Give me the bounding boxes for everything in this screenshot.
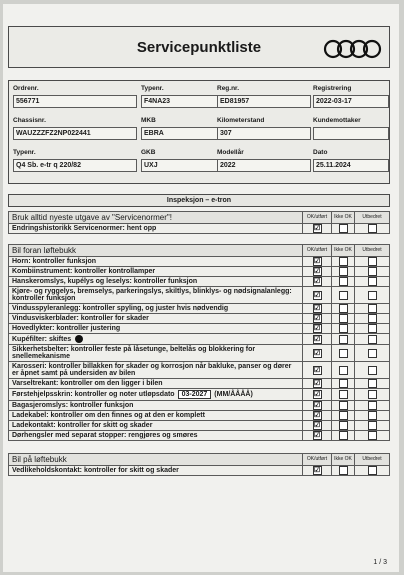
ok-checkbox[interactable]: ☑ [313, 305, 321, 312]
vehicle-field-label: Ordrenr. [13, 85, 39, 92]
checklist-row [9, 345, 390, 362]
checklist-row [9, 324, 390, 334]
fixed-checkbox[interactable] [368, 257, 377, 266]
fixed-checkbox[interactable] [368, 390, 377, 399]
expiry-date-field[interactable]: 03-2027 [178, 390, 212, 399]
ok-checkbox[interactable]: ☑ [313, 402, 321, 409]
not-ok-checkbox[interactable] [339, 277, 348, 286]
ok-checkbox[interactable]: ☑ [313, 391, 321, 398]
section-2-table [8, 244, 390, 441]
section-1-table [8, 211, 390, 234]
checklist-item-text: Førstehjelpsskrin: kontroller og noter utløpsdato [12, 391, 175, 398]
vehicle-field-label: Registrering [313, 85, 352, 92]
not-ok-checkbox[interactable] [339, 411, 348, 420]
marker-dot-icon [75, 335, 83, 343]
vehicle-info-box [8, 80, 390, 184]
ok-checkbox[interactable]: ☑ [313, 349, 321, 357]
checklist-row [9, 224, 390, 234]
col-ok: OK/utført [306, 214, 328, 220]
checklist-item-text: Ladekabel: kontroller om den finnes og at den er komplett [12, 412, 205, 419]
checklist-row [9, 267, 390, 277]
fixed-checkbox[interactable] [368, 277, 377, 286]
checklist-row [9, 304, 390, 314]
not-ok-checkbox[interactable] [339, 431, 348, 440]
vehicle-field-value: 2022-03-17 [313, 95, 389, 108]
not-ok-checkbox[interactable] [339, 304, 348, 313]
not-ok-checkbox[interactable] [339, 267, 348, 276]
col-fixed: Utbedret [362, 456, 382, 462]
vehicle-field-label: MKB [141, 117, 156, 124]
header-box [8, 26, 390, 68]
checklist-row [9, 277, 390, 287]
ok-checkbox[interactable]: ☑ [313, 291, 321, 299]
checklist-row [9, 421, 390, 431]
checklist-item-text: Kupéfilter: skiftes [12, 335, 72, 343]
checklist-item-text: Vedlikeholdskontakt: kontroller for skitt og skader [12, 467, 179, 474]
fixed-checkbox[interactable] [368, 314, 377, 323]
vehicle-field-label: Kilometerstand [217, 117, 265, 124]
col-not-ok: Ikke OK [334, 247, 352, 253]
ok-checkbox[interactable]: ☑ [313, 380, 321, 387]
vehicle-field-value: WAUZZZFZ2NP022441 [13, 127, 137, 140]
not-ok-checkbox[interactable] [339, 335, 348, 344]
fixed-checkbox[interactable] [368, 224, 377, 233]
ok-checkbox[interactable]: ☑ [313, 315, 321, 322]
not-ok-checkbox[interactable] [339, 366, 348, 375]
section-1-title: Bruk alltid nyeste utgave av "Servicenormer"! [9, 212, 303, 224]
fixed-checkbox[interactable] [368, 335, 377, 344]
checklist-item-text: Kombiinstrument: kontroller kontrollamper [12, 268, 156, 275]
checklist-row [9, 257, 390, 267]
fixed-checkbox[interactable] [368, 349, 377, 358]
vehicle-field-label: Chassisnr. [13, 117, 46, 124]
vehicle-field-value: Q4 Sb. e-tr q 220/82 [13, 159, 137, 172]
checklist-row [9, 287, 390, 304]
vehicle-field-value [313, 127, 389, 140]
vehicle-field-label: Modellår [217, 149, 244, 156]
fixed-checkbox[interactable] [368, 401, 377, 410]
fixed-checkbox[interactable] [368, 411, 377, 420]
vehicle-field-label: Typenr. [13, 149, 36, 156]
checklist-item-text: Kjøre- og ryggelys, bremselys, parkeringslys, skiltlys, blinklys- og nødsignalanlegg: kontroller funksjon [12, 288, 292, 302]
checklist-item-text: Vindusviskerblader: kontroller for skader [12, 315, 149, 322]
not-ok-checkbox[interactable] [339, 379, 348, 388]
vehicle-field-value: 556771 [13, 95, 137, 108]
checklist-row [9, 431, 390, 441]
checklist-row [9, 334, 390, 345]
ok-checkbox[interactable]: ☑ [313, 268, 321, 275]
ok-checkbox[interactable]: ☑ [313, 278, 321, 285]
section-3-title: Bil på løftebukk [9, 454, 303, 466]
vehicle-field-label: Typenr. [141, 85, 164, 92]
fixed-checkbox[interactable] [368, 324, 377, 333]
fixed-checkbox[interactable] [368, 291, 377, 300]
not-ok-checkbox[interactable] [339, 314, 348, 323]
inspection-title: Inspeksjon – e-tron [8, 194, 390, 207]
vehicle-field-value: ED81957 [217, 95, 311, 108]
not-ok-checkbox[interactable] [339, 324, 348, 333]
section-2-title: Bil foran løftebukk [9, 245, 303, 257]
col-not-ok: Ikke OK [334, 214, 352, 220]
fixed-checkbox[interactable] [368, 304, 377, 313]
checklist-item-text: Bagasjeromslys: kontroller funksjon [12, 402, 134, 409]
vehicle-field-value: F4NA23 [141, 95, 257, 108]
col-fixed: Utbedret [362, 247, 382, 253]
checklist-item-text: Hovedlykter: kontroller justering [12, 325, 121, 332]
ok-checkbox[interactable]: ☑ [313, 325, 321, 332]
ok-checkbox[interactable]: ☑ [313, 412, 321, 419]
ok-checkbox[interactable]: ☑ [313, 258, 321, 265]
checklist-item-text: Vindusspyleranlegg: kontroller spyling, og juster hvis nødvendig [12, 305, 229, 312]
fixed-checkbox[interactable] [368, 379, 377, 388]
fixed-checkbox[interactable] [368, 366, 377, 375]
checklist-row [9, 411, 390, 421]
checklist-item-text: Hanskeromslys, kupélys og leselys: kontroller funksjon [12, 278, 198, 285]
not-ok-checkbox[interactable] [339, 291, 348, 300]
checklist-item-text: Horn: kontroller funksjon [12, 258, 96, 265]
checklist-row [9, 466, 390, 476]
ok-checkbox[interactable]: ☑ [313, 335, 321, 343]
not-ok-checkbox[interactable] [339, 390, 348, 399]
ok-checkbox[interactable]: ☑ [313, 422, 321, 429]
checklist-item-text: Varseltrekant: kontroller om den ligger i bilen [12, 380, 163, 387]
not-ok-checkbox[interactable] [339, 349, 348, 358]
fixed-checkbox[interactable] [368, 466, 377, 475]
ok-checkbox[interactable]: ☑ [313, 467, 321, 474]
not-ok-checkbox[interactable] [339, 401, 348, 410]
col-ok: OK/utført [306, 247, 328, 253]
checklist-row [9, 314, 390, 324]
not-ok-checkbox[interactable] [339, 224, 348, 233]
checklist-item-text: Endringshistorikk Servicenormer: hent opp [12, 225, 157, 232]
vehicle-field-label: Kundemottaker [313, 117, 361, 124]
checklist-item-text: Karosseri: kontroller billakken for skader og korrosjon når bakluke, panser og dører er åpnet samt på undersiden av bilen [12, 363, 292, 377]
vehicle-field-label: GKB [141, 149, 156, 156]
vehicle-field-value: UXJ [141, 159, 257, 172]
ok-checkbox[interactable]: ☑ [313, 432, 321, 439]
fixed-checkbox[interactable] [368, 421, 377, 430]
document-page [3, 4, 399, 572]
checklist-row [9, 401, 390, 411]
fixed-checkbox[interactable] [368, 431, 377, 440]
page-title: Servicepunktliste [136, 39, 262, 56]
col-not-ok: Ikke OK [334, 456, 352, 462]
audi-rings-logo [323, 39, 383, 59]
fixed-checkbox[interactable] [368, 267, 377, 276]
ok-checkbox[interactable]: ☑ [313, 225, 321, 232]
page-number: 1 / 3 [373, 559, 387, 566]
checklist-row [9, 389, 390, 401]
vehicle-field-label: Dato [313, 149, 328, 156]
not-ok-checkbox[interactable] [339, 466, 348, 475]
col-fixed: Utbedret [362, 214, 382, 220]
checklist-item-text: Ladekontakt: kontroller for skitt og skader [12, 422, 153, 429]
col-ok: OK/utført [306, 456, 328, 462]
checklist-item-text: Dørhengsler med separat stopper: rengjøres og smøres [12, 432, 198, 439]
vehicle-field-label: Reg.nr. [217, 85, 240, 92]
not-ok-checkbox[interactable] [339, 257, 348, 266]
vehicle-field-value: 307 [217, 127, 311, 140]
checklist-row [9, 362, 390, 379]
section-3-table [8, 453, 390, 476]
not-ok-checkbox[interactable] [339, 421, 348, 430]
date-format-hint: (MM/ÅÅÅÅ) [214, 391, 253, 398]
vehicle-field-value: EBRA [141, 127, 257, 140]
vehicle-field-value: 2022 [217, 159, 311, 172]
vehicle-field-value: 25.11.2024 [313, 159, 389, 172]
checklist-item-text: Sikkerhetsbelter: kontroller feste på låsetunge, beltelås og blokkering for snellemekanisme [12, 346, 256, 360]
ok-checkbox[interactable]: ☑ [313, 366, 321, 374]
checklist-row [9, 379, 390, 389]
